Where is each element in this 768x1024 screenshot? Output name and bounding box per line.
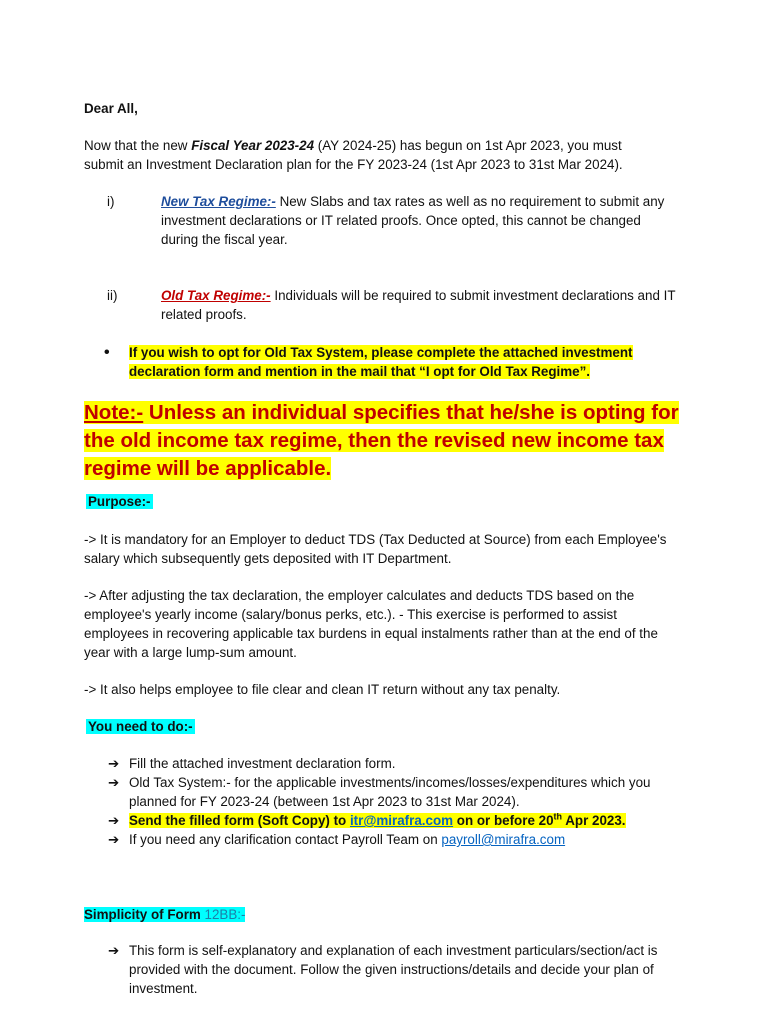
regime-number: i) — [107, 194, 115, 209]
todo-item-3-end: Apr 2023. — [562, 813, 626, 828]
greeting: Dear All, — [84, 101, 138, 116]
ordinal-suffix: th — [553, 811, 563, 822]
todo-item-1: Fill the attached investment declaration form. — [129, 756, 396, 771]
old-regime-text: Individuals will be required to submit investment declarations and IT related proofs. — [161, 288, 676, 322]
fiscal-year: Fiscal Year 2023-24 — [191, 138, 315, 153]
simplicity-heading — [84, 905, 245, 924]
purpose-heading — [86, 492, 153, 511]
simplicity-item-1: This form is self-explanatory and explanation of each investment particulars/section/act is provided with the document. Follow the given instructions/details and decide your plan of investment. — [129, 943, 658, 996]
arrow-icon: ➔ — [108, 756, 120, 771]
todo-item-4-text: If you need any clarification contact Payroll Team on — [129, 832, 442, 847]
arrow-icon: ➔ — [108, 775, 120, 790]
purpose-heading-text: Purpose:- — [88, 494, 151, 509]
todo-item-3-text: Send the filled form (Soft Copy) to — [129, 813, 347, 828]
intro-paragraph — [84, 136, 684, 174]
itr-email-link[interactable]: itr@mirafra.com — [349, 813, 454, 828]
arrow-icon: ➔ — [108, 832, 120, 847]
note-label: Note:- — [84, 401, 144, 424]
todo-heading-text: You need to do:- — [88, 719, 193, 734]
arrow-icon: ➔ — [108, 943, 120, 958]
todo-heading — [86, 717, 195, 736]
purpose-paragraph-2: -> After adjusting the tax declaration, the employer calculates and deducts TDS based on the employee's yearly income (salary/bonus perks, etc.). - This exercise is performed to assist employees in recovering applicable tax burdens in equal instalments rather than at the end of the year with a large lump-sum amount. — [84, 588, 658, 660]
todo-item-3-date: on or before 20 — [453, 813, 554, 828]
intro-text-2: (AY 2024-25) has begun on 1st Apr 2023, you must — [314, 138, 622, 153]
old-regime-item — [161, 286, 681, 324]
todo-item-4 — [129, 830, 659, 849]
new-regime-text: New Slabs and tax rates as well as no requirement to submit any investment declarations or IT related proofs. Once opted, this cannot be changed during the fiscal year. — [161, 194, 665, 247]
old-regime-instruction-text: If you wish to opt for Old Tax System, please complete the attached investment declaration form and mention in the mail that “I opt for Old Tax Regime”. — [129, 345, 633, 379]
old-regime-title: Old Tax Regime:- — [161, 288, 271, 303]
simplicity-heading-text: Simplicity of Form — [84, 907, 205, 922]
todo-item-2: Old Tax System:- for the applicable investments/incomes/losses/expenditures which you planned for FY 2023-24 (between 1st Apr 2023 to 31st Mar 2024). — [129, 775, 651, 809]
new-regime-title: New Tax Regime:- — [161, 194, 276, 209]
purpose-paragraph-3: -> It also helps employee to file clear and clean IT return without any tax penalty. — [84, 682, 561, 697]
payroll-email-link[interactable]: payroll@mirafra.com — [441, 832, 566, 847]
intro-text-3: submit an Investment Declaration plan for the FY 2023-24 (1st Apr 2023 to 31st Mar 2024). — [84, 157, 623, 172]
new-regime-item — [161, 192, 681, 249]
todo-item-3 — [129, 811, 659, 830]
form-number: 12BB:- — [204, 907, 246, 922]
note-text: Unless an individual specifies that he/she is opting for the old income tax regime, then the revised new income tax regime will be applicable. — [84, 401, 679, 480]
purpose-paragraph-1: -> It is mandatory for an Employer to deduct TDS (Tax Deducted at Source) from each Employee's salary which subsequently gets deposited with IT Department. — [84, 532, 667, 566]
arrow-icon: ➔ — [108, 813, 120, 828]
bullet-icon: • — [104, 344, 110, 361]
regime-number: ii) — [107, 288, 118, 303]
old-regime-instruction — [129, 343, 649, 381]
note-block — [84, 399, 684, 483]
intro-text-1: Now that the new — [84, 138, 192, 153]
